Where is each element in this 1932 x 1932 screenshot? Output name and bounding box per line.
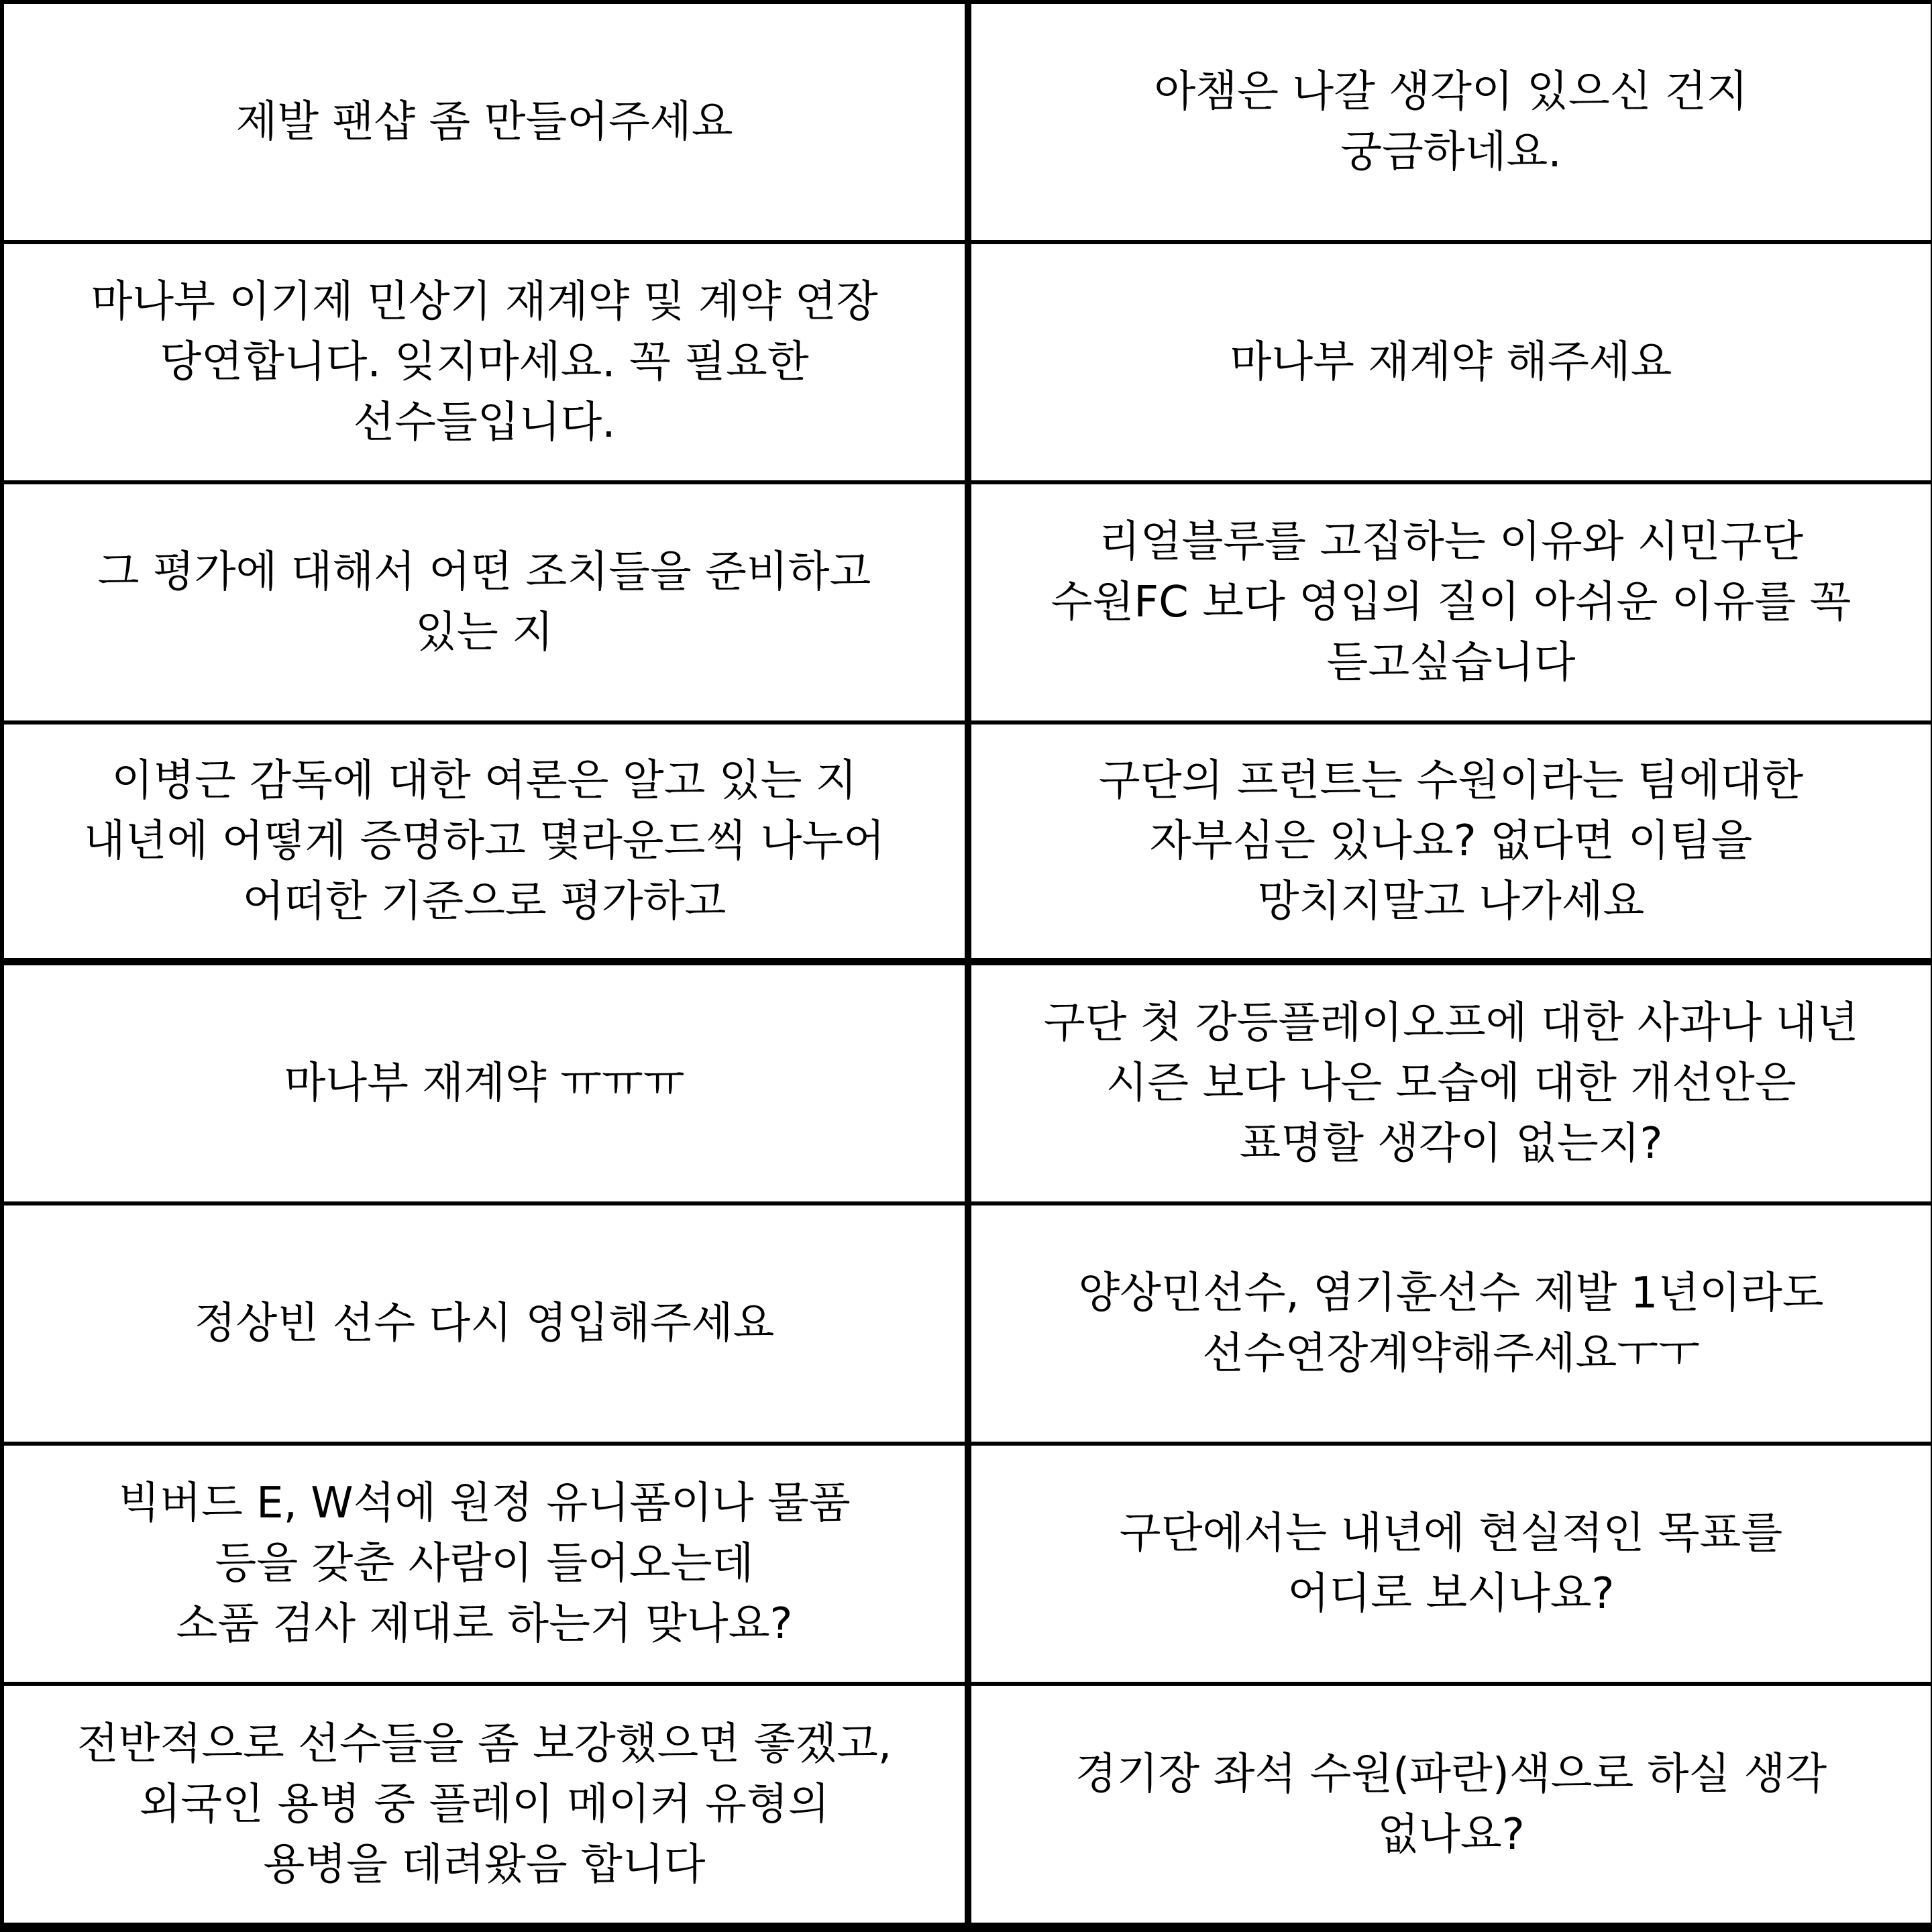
comment-cell xyxy=(971,1205,1931,1442)
comment-cell xyxy=(971,724,1931,958)
comment-text: 구단의 프런트는 수원이라는 팀에대한 자부심은 있나요? 없다면 이팀을 망치지말고 나가세요 xyxy=(1098,756,1804,926)
comment-text: 아챔은 나갈 생각이 있으신 건지 궁금하네요. xyxy=(1154,67,1748,177)
comment-cell xyxy=(971,1446,1931,1682)
comment-text: 마나부 이기제 민상기 재계약 및 계약 연장 당연합니다. 잊지마세요. 꼭 필요한 선수들입니다. xyxy=(91,277,878,447)
comment-cell xyxy=(4,484,965,720)
comment-text: 양상민선수, 염기훈선수 제발 1년이라도 선수연장계약해주세요ㅜㅜ xyxy=(1078,1269,1824,1379)
comment-text: 정상빈 선수 다시 영입해주세요 xyxy=(194,1299,775,1348)
comment-cell xyxy=(971,244,1931,480)
comment-text: 마나부 재계약 해주세요 xyxy=(1230,337,1672,387)
comment-text: 제발 팬샵 좀 만들어주세요 xyxy=(235,97,733,147)
comment-cell xyxy=(971,484,1931,720)
comment-text: 구단에서는 내년에 현실적인 목표를 어디로 보시나요? xyxy=(1119,1509,1783,1619)
comment-text: 리얼블루를 고집하는 이유와 시민구단 수원FC 보다 영입의 질이 아쉬운 이유를 꼭 듣고싶습니다 xyxy=(1051,517,1851,688)
comment-text: 전반적으로 선수들을 좀 보강했으면 좋겠고, 외국인 용병 중 플레이 메이커 유형의 용병을 데려왔음 합니다 xyxy=(76,1719,892,1890)
comment-text: 이병근 감독에 대한 여론은 알고 있는 지 내년에 어떻게 증명하고 몇라운드씩 나누어 어떠한 기준으로 평가하고 xyxy=(83,756,885,926)
comment-text: 마나부 재계약 ㅠㅠㅠ xyxy=(284,1059,685,1108)
comment-cell xyxy=(971,4,1931,240)
comment-text: 구단 첫 강등플레이오프에 대한 사과나 내년 시즌 보다 나은 모습에 대한 개선안은 표명할 생각이 없는지? xyxy=(1043,998,1859,1169)
comment-cell xyxy=(4,1446,965,1682)
comment-cell xyxy=(971,965,1931,1201)
comment-cell xyxy=(4,724,965,958)
comment-text: 경기장 좌석 수원(파란)색으로 하실 생각 없나요? xyxy=(1075,1749,1827,1860)
comment-cell xyxy=(4,244,965,480)
comment-text: 빅버드 E, W석에 원정 유니폼이나 물품 등을 갖춘 사람이 들어오는데 소품 검사 제대로 하는거 맞나요? xyxy=(118,1479,851,1649)
comment-text: 그 평가에 대해서 어떤 조치들을 준비하고 있는 지 xyxy=(97,547,871,657)
comment-cell xyxy=(4,965,965,1201)
comment-cell xyxy=(4,4,965,240)
comment-cell xyxy=(971,1686,1931,1923)
comment-cell xyxy=(4,1205,965,1442)
comment-cell xyxy=(4,1686,965,1923)
